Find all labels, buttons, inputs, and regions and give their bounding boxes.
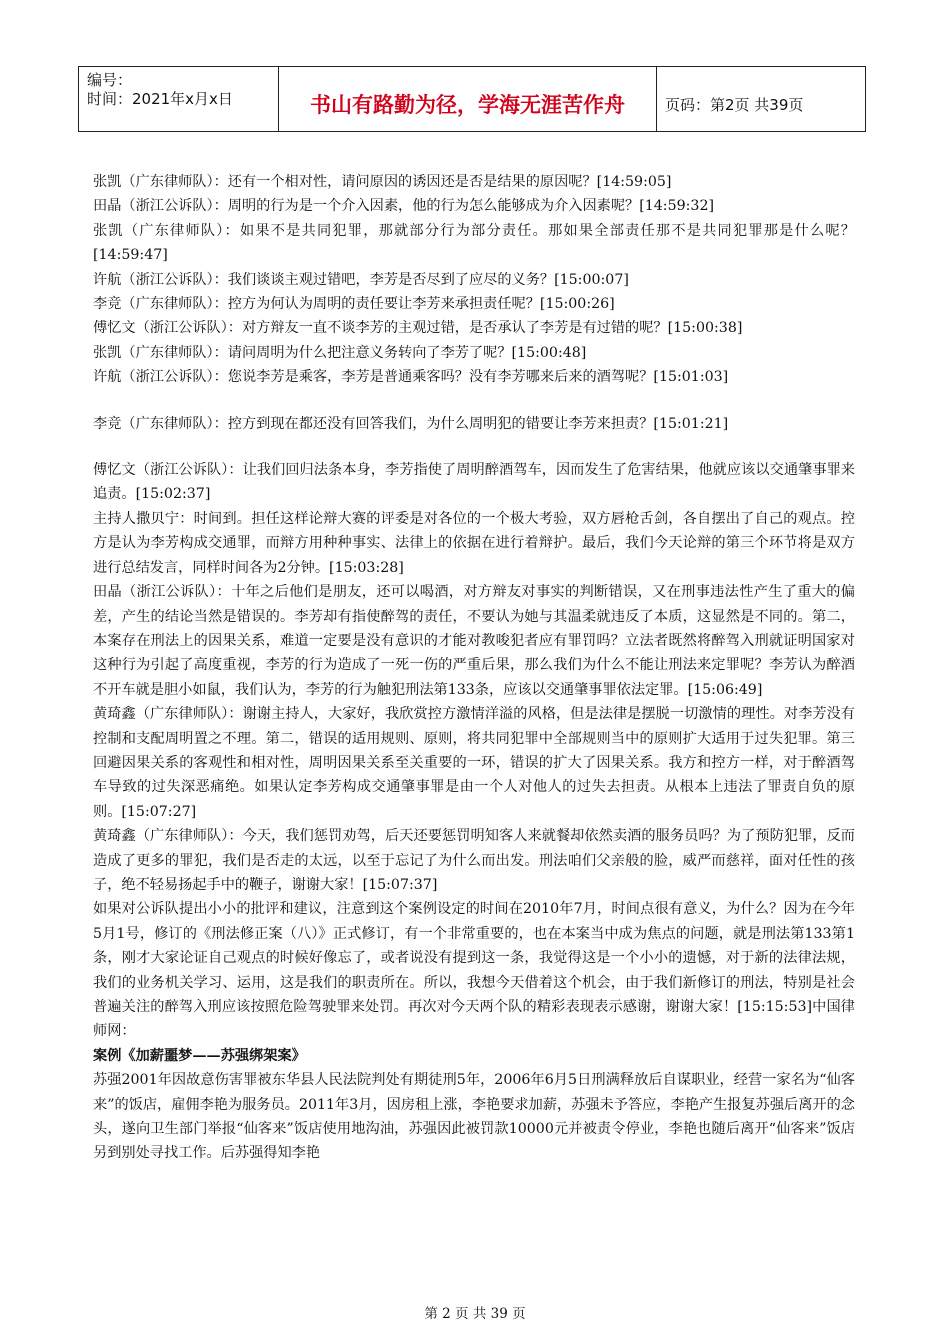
paragraph: 如果对公诉队提出小小的批评和建议，注意到这个案例设定的时间在2010年7月，时间点很有意义，为什么？因为在今年5月1号，修订的《刑法修正案（八）》正式修订，有一个非常重要的，也在本案当中成为焦点的问题，就是刑法第133第1条，刚才大家论证自己观点的时候好像忘了，或者说没有提到这一条，我觉得这是一个小小的遗憾，对于新的法律法规，我们的业务机关学习、运用，这是我们的职责所在。所以，我想今天借着这个机会，由于我们新修订的刑法，特别是社会普遍关注的醉驾入刑应该按照危险驾驶罪来处罚。再次对今天两个队的精彩表现表示感谢，谢谢大家！[15:15:53]中国律师网： [93, 901, 855, 1040]
time-label: 时间：2021年x月x日 [87, 90, 233, 108]
paragraph: 主持人撒贝宁：时间到。担任这样论辩大赛的评委是对各位的一个极大考验，双方唇枪舌剑，各自摆出了自己的观点。控方是认为李芳构成交通罪，而辩方用种种事实、法律上的依据在进行着辩护。最后，我们今天论辩的第三个环节将是双方进行总结发言，同样时间各为2分钟。[15:03:28] [93, 510, 855, 576]
paragraph: 李竞（广东律师队）：控方为何认为周明的责任要让李芳来承担责任呢？[15:00:26] [93, 296, 615, 313]
paragraph: 田晶（浙江公诉队）：周明的行为是一个介入因素，他的行为怎么能够成为介入因素呢？[14:59:32] [93, 198, 715, 215]
header-meta [79, 67, 279, 131]
paragraph: 张凯（广东律师队）：请问周明为什么把注意义务转向了李芳了呢？[15:00:48] [93, 344, 587, 361]
paragraph: 傅忆文（浙江公诉队）：对方辩友一直不谈李芳的主观过错，是否承认了李芳是有过错的呢？[15:00:38] [93, 320, 743, 337]
paragraph: 张凯（广东律师队）：如果不是共同犯罪，那就部分行为部分责任。那如果全部责任那不是共同犯罪那是什么呢？[14:59:47] [93, 222, 855, 264]
case-title: 案例《加薪噩梦——苏强绑架案》 [93, 1047, 306, 1064]
paragraph: 傅忆文（浙江公诉队）：让我们回归法条本身，李芳指使了周明醉酒驾车，因而发生了危害结果，他就应该以交通肇事罪来追责。[15:02:37] [93, 462, 855, 503]
paragraph: 黄琦鑫（广东律师队）：谢谢主持人，大家好，我欣赏控方激情洋溢的风格，但是法律是摆脱一切激情的理性。对李芳没有控制和支配周明置之不理。第二，错误的适用规则、原则，将共同犯罪中全部规则当中的原则扩大适用于过失犯罪。第三回避因果关系的客观性和相对性，周明因果关系至关重要的一环，错误的扩大了因果关系。我方和控方一样，对于醉酒驾车导致的过失深恶痛绝。如果认定李芳构成交通肇事罪是由一个人对他人的过失去担责。从根本上违法了罪责自负的原则。[15:07:27] [93, 706, 855, 820]
paragraph: 张凯（广东律师队）：还有一个相对性，请问原因的诱因还是否是结果的原因呢？[14:59:05] [93, 174, 672, 190]
paragraph: 许航（浙江公诉队）：您说李芳是乘客，李芳是普通乘客吗？没有李芳哪来后来的酒驾呢？[15:01:03] [93, 369, 729, 386]
document-body [93, 170, 855, 1166]
paragraph: 李竞（广东律师队）：控方到现在都还没有回答我们，为什么周明犯的错要让李芳来担责？[15:01:21] [93, 415, 729, 432]
paragraph: 黄琦鑫（广东律师队）：今天，我们惩罚劝驾，后天还要惩罚明知客人来就餐却依然卖酒的服务员吗？为了预防犯罪，反而造成了更多的罪犯，我们是否走的太远，以至于忘记了为什么而出发。刑法咱们父亲般的脸，威严而慈祥，面对任性的孩子，绝不轻易扬起手中的鞭子，谢谢大家！[15:07:37] [93, 828, 855, 893]
page-footer: 第 2 页 共 39 页 [424, 1306, 526, 1322]
page-header [78, 66, 866, 132]
spacer [93, 390, 855, 412]
case-text: 苏强2001年因故意伤害罪被东华县人民法院判处有期徒刑5年，2006年6月5日刑满释放后自谋职业，经营一家名为“仙客来”的饭店，雇佣李艳为服务员。2011年3月，因房租上涨，李艳要求加薪，苏强未予答应，李艳产生报复苏强后离开的念头，遂向卫生部门举报“仙客来”饭店使用地沟油，苏强因此被罚款10000元并被责令停业，李艳也随后离开“仙客来”饭店另到别处寻找工作。后苏强得知李艳 [93, 1072, 855, 1162]
header-page-label: 页码：第2页 共39页 [665, 95, 804, 114]
paragraph: 田晶（浙江公诉队）：十年之后他们是朋友，还可以喝酒，对方辩友对事实的判断错误，又在刑事违法性产生了重大的偏差，产生的结论当然是错误的。李芳却有指使醉驾的责任，不要认为她与其温柔就违反了本质，这显然是不同的。第二，本案存在刑法上的因果关系，难道一定要是没有意识的才能对教唆犯者应有罪罚吗？立法者既然将醉驾入刑就证明国家对这种行为引起了高度重视，李芳的行为造成了一死一伤的严重后果，那么我们为什么不能让刑法来定罪呢？李芳认为醉酒不开车就是胆小如鼠，我们认为，李芳的行为触犯刑法第133条，应该以交通肇事罪依法定罪。[15:06:49] [93, 584, 855, 698]
header-motto: 书山有路勤为径，学海无涯苦作舟 [279, 67, 657, 131]
number-label: 编号： [87, 71, 133, 89]
spacer [93, 436, 855, 458]
paragraph: 许航（浙江公诉队）：我们谈谈主观过错吧，李芳是否尽到了应尽的义务？[15:00:07] [93, 271, 629, 288]
